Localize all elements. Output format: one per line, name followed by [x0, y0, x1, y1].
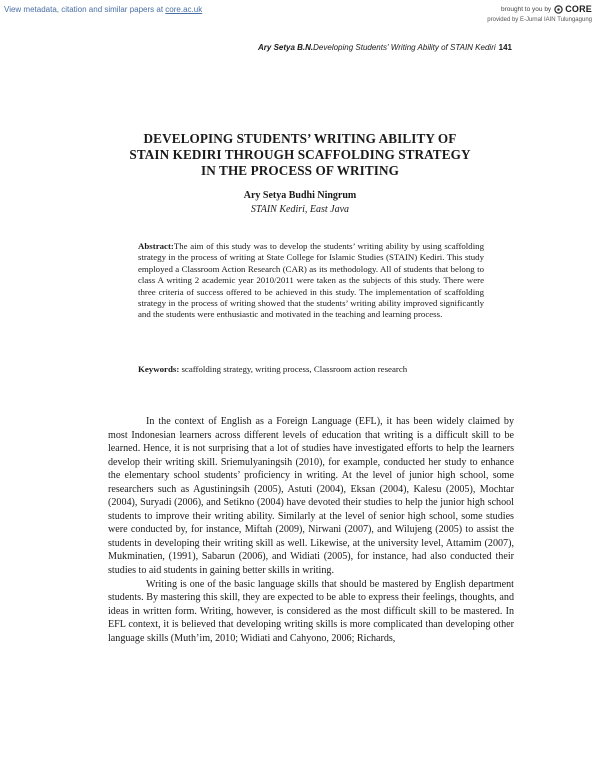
abstract-text: The aim of this study was to develop the students’ writing ability by using scaffolding strategy in the process of writing at State College for Islamic Studies (STAIN) Kediri. This study employed a Classroom Action Research (CAR) as its methodology. All of students that belong to class A writing 2 academic year 2010/2011 were taken as the subjects of this study. There were three criteria of success offered to be achieved in this study. The implementation of scaffolding strategy in the process of writing showed that the students’ writing ability improved significantly and the students were enthusiastic and motivated in the teaching and learning process.	[138, 241, 484, 320]
keywords-text: scaffolding strategy, writing process, Classroom action research	[179, 364, 408, 374]
core-metadata-notice	[4, 5, 202, 14]
brought-to-you-text: brought to you by	[500, 5, 552, 13]
body-paragraph: Writing is one of the basic language skills that should be mastered by English department students. By mastering this skill, they are expected to be able to express their feelings, thoughts, and ideas in written form. Writing, however, is considered as the most difficult skill to be mastered. In EFL context, it is believed that developing writing skills is more complicated than developing other language skills (Muth’im, 2010; Widiati and Cahyono, 2006; Richards,	[108, 578, 514, 644]
core-logo[interactable]	[554, 4, 592, 14]
body-paragraph: In the context of English as a Foreign Language (EFL), it has been widely claimed by most Indonesian learners across different levels of education that writing is a difficult skill to be learned. Hence, it is not surprising that a lot of studies have investigated efforts to help the learners develop their writing skill. Sriemulyaningsih (2010), for example, conducted her study to enhance the elementary school students’ proficiency in writing. At the level of junior high school, some researchers such as Agustiningsih (2005), Astuti (2004), Eksan (2004), Kalesu (2005), Mochtar (2004), Suryadi (2006), and Setikno (2004) have devoted their studies to help the junior high school students to improve their writing ability. Similarly at the level of senior high school, some studies were conducted by, for instance, Miftah (2009), Nirwani (2007), and Wilujeng (2005) to assist the students in developing their writing skill as well. Likewise, at the university level, Attamim (2007), Mukminatien, (1991), Sabarun (2006), and Widiati (2005), for instance, had also conducted their studies to aid students in gaining better skills in writing.	[108, 416, 514, 577]
core-logo-text: CORE	[565, 4, 592, 14]
running-head	[0, 43, 512, 52]
keywords	[138, 364, 484, 375]
paper-title	[80, 131, 520, 179]
title-line: DEVELOPING STUDENTS’ WRITING ABILITY OF	[143, 131, 457, 146]
core-metadata-text: View metadata, citation and similar papers at	[4, 5, 166, 14]
author-name: Ary Setya Budhi Ningrum	[243, 190, 357, 201]
title-line: STAIN KEDIRI THROUGH SCAFFOLDING STRATEGY	[129, 147, 471, 162]
provided-by-text: provided by E-Jurnal IAIN Tulungagung	[487, 17, 592, 23]
body-text	[108, 415, 514, 645]
author-affiliation: STAIN Kediri, East Java	[250, 204, 350, 215]
core-branding	[501, 4, 592, 14]
keywords-label: Keywords:	[138, 364, 180, 374]
running-head-title: Developing Students' Writing Ability of STAIN Kediri	[313, 43, 496, 52]
core-link[interactable]: core.ac.uk	[165, 5, 203, 14]
title-line: IN THE PROCESS OF WRITING	[201, 163, 399, 178]
core-logo-icon	[554, 5, 563, 14]
core-banner	[0, 0, 600, 29]
page-number: 141	[498, 43, 512, 52]
abstract-label: Abstract:	[138, 241, 174, 251]
running-head-author: Ary Setya B.N.	[258, 43, 314, 52]
abstract	[138, 241, 484, 321]
